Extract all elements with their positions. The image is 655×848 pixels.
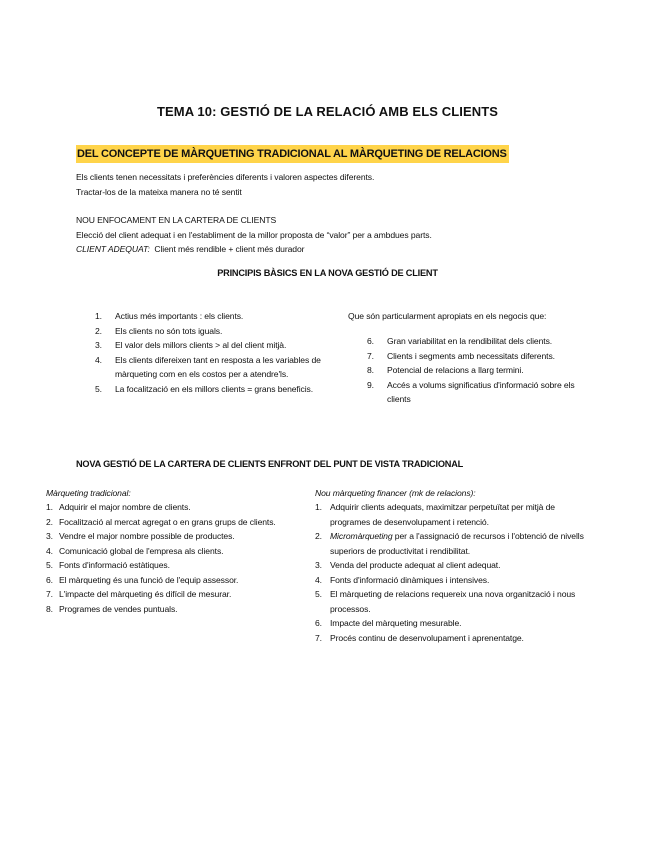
new-approach-block — [76, 213, 616, 257]
list-item: 2. Focalització al mercat agregat o en grans grups de clients. — [46, 516, 276, 527]
list-item: 2. Micromàrqueting per a l'assignació de recursos i l'obtenció de nivells superiors de productivitat i rendibilitat. — [315, 531, 584, 556]
client-text: Client més rendible + client més durador — [154, 244, 305, 254]
intro-line: Els clients tenen necessitats i preferències diferents i valoren aspectes diferents. — [76, 172, 375, 182]
list-item: 5. La focalització en els millors clients = grans beneficis. — [95, 383, 314, 394]
new-approach-heading: NOU ENFOCAMENT EN LA CARTERA DE CLIENTS — [76, 215, 277, 225]
list-item: 1. Adquirir el major nombre de clients. — [46, 502, 191, 512]
client-definition — [76, 242, 616, 257]
list-item: 5. El màrqueting de relacions requereix una nova organització i nous processos. — [315, 589, 576, 614]
relationship-list — [315, 500, 597, 645]
list-item: 7. L'impacte del màrqueting és difícil de mesurar. — [46, 589, 232, 599]
list-item: 6. Gran variabilitat en la rendibilitat dels clients. — [367, 336, 553, 346]
list-item: 4. Els clients difereixen tant en resposta a les variables de màrqueting com en els costos per a atendre'ls. — [95, 354, 321, 379]
principles-list-right — [367, 334, 597, 407]
list-item: 7. Procés continu de desenvolupament i aprenentatge. — [315, 632, 524, 643]
intro-line: Tractar-los de la mateixa manera no té sentit — [76, 186, 242, 197]
new-approach-line: Elecció del client adequat i en l'establiment de la millor proposta de “valor” per a ambdues parts. — [76, 229, 432, 240]
list-item: 5. Fonts d'informació estàtiques. — [46, 560, 170, 570]
list-item: 1. Adquirir clients adequats, maximitzar perpetuïtat per mitjà de programes de desenvolupament i retenció. — [315, 502, 555, 527]
list-item: 9. Accés a volums significatius d'informació sobre els clients — [367, 379, 575, 404]
list-item: 7. Clients i segments amb necessitats diferents. — [367, 350, 555, 361]
relationship-title: Nou màrqueting financer (mk de relacions): — [315, 488, 476, 498]
traditional-title: Màrqueting tradicional: — [46, 488, 131, 498]
list-item: 3. El valor dels millors clients > al del client mitjà. — [95, 340, 287, 350]
list-item: 1. Actius més importants : els clients. — [95, 311, 244, 321]
list-item: 8. Programes de vendes puntuals. — [46, 603, 178, 614]
list-item: 4. Fonts d'informació dinàmiques i intensives. — [315, 574, 490, 585]
list-item: 3. Vendre el major nombre possible de productes. — [46, 531, 235, 541]
list-item: 3. Venda del producte adequat al client adequat. — [315, 560, 501, 570]
section-heading-highlighted: DEL CONCEPTE DE MÀRQUETING TRADICIONAL AL MÀRQUETING DE RELACIONS — [76, 145, 509, 163]
principles-right-intro: Que són particularment apropiats en els negocis que: — [348, 311, 547, 321]
principles-list-left — [95, 309, 335, 396]
client-label: CLIENT ADEQUAT: — [76, 244, 150, 254]
list-item: 4. Comunicació global de l'empresa als clients. — [46, 545, 224, 556]
traditional-list — [46, 500, 286, 616]
comparison-heading: NOVA GESTIÓ DE LA CARTERA DE CLIENTS ENFRONT DEL PUNT DE VISTA TRADICIONAL — [76, 459, 464, 469]
list-item: 6. El màrqueting és una funció de l'equip assessor. — [46, 574, 239, 585]
principles-heading: PRINCIPIS BÀSICS EN LA NOVA GESTIÓ DE CLIENT — [217, 268, 438, 278]
list-item: 2. Els clients no són tots iguals. — [95, 325, 223, 336]
document-title: TEMA 10: GESTIÓ DE LA RELACIÓ AMB ELS CLIENTS — [156, 104, 499, 119]
intro-paragraph — [76, 170, 596, 199]
list-item: 8. Potencial de relacions a llarg termini. — [367, 365, 524, 375]
list-item: 6. Impacte del màrqueting mesurable. — [315, 618, 462, 628]
